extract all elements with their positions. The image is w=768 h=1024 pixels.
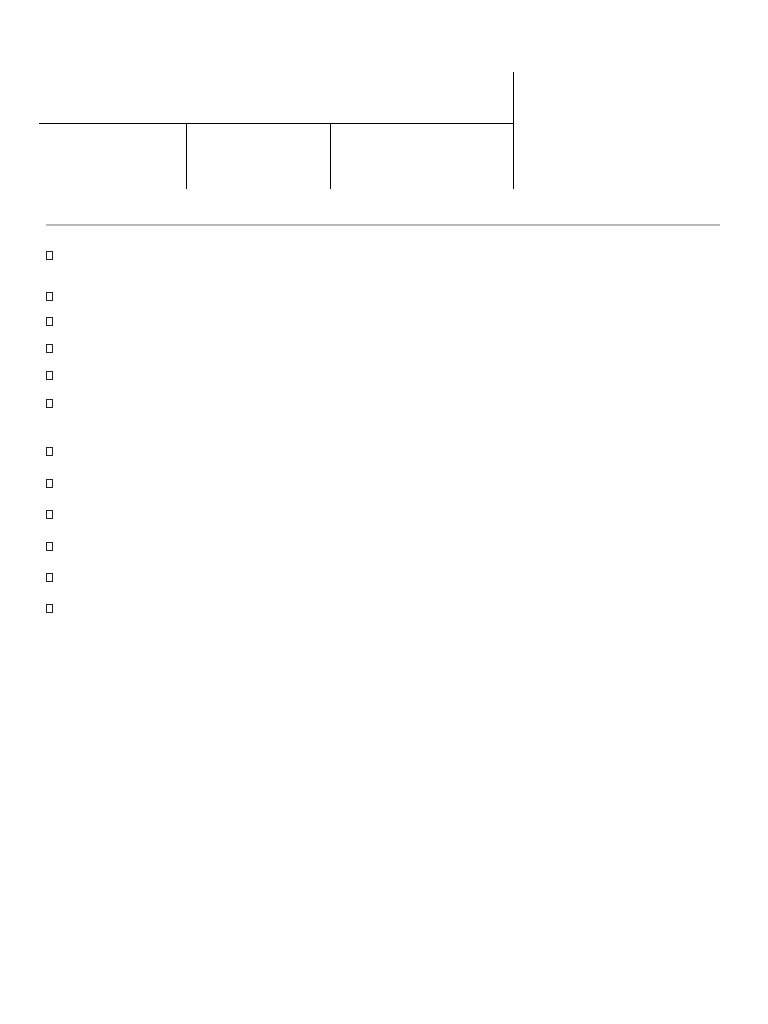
bullet-icon (46, 399, 53, 408)
bullet-icon (46, 317, 53, 326)
summary-heading (46, 222, 720, 226)
bullet-icon (46, 447, 53, 456)
role-divider-2 (330, 123, 331, 189)
bullet-icon (46, 542, 53, 551)
bullet-icon (46, 479, 53, 488)
bullet-icon (46, 371, 53, 380)
header-divider (39, 123, 513, 124)
contact-divider (513, 72, 514, 189)
bullet-icon (46, 344, 53, 353)
role-divider-1 (186, 123, 187, 189)
bullet-icon (46, 251, 53, 260)
bullet-icon (46, 510, 53, 519)
bullet-icon (46, 573, 53, 582)
bullet-icon (46, 292, 53, 301)
bullet-icon (46, 604, 53, 613)
